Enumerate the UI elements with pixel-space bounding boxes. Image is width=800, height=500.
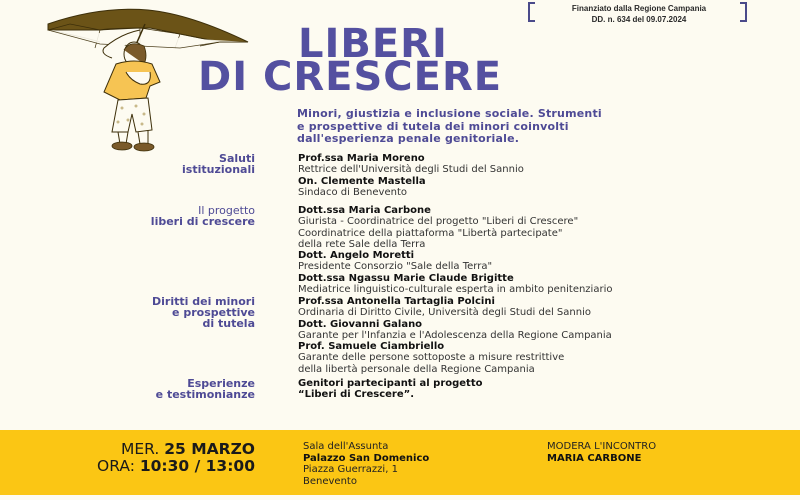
title-line-1: LIBERI — [298, 21, 448, 67]
event-venue — [303, 441, 429, 487]
section-label-line: liberi di crescere — [150, 215, 255, 228]
speaker-name: Prof.ssa Antonella Tartaglia Polcini — [298, 296, 495, 307]
funding-note — [529, 3, 749, 25]
section-label-line: di tutela — [202, 317, 255, 330]
event-date — [97, 441, 255, 458]
section-label-line: e prospettive — [172, 306, 255, 319]
title-line-2: DI CRESCERE — [198, 54, 503, 100]
funding-line-2: DD. n. 634 del 09.07.2024 — [591, 15, 687, 24]
speaker-role: Coordinatrice della piattaforma "Libertà partecipate" — [298, 227, 563, 239]
speaker-role: della rete Sale della Terra — [298, 238, 426, 250]
funding-line-1: Finanziato dalla Regione Campania — [571, 4, 707, 13]
speaker-role: Presidente Consorzio "Sale della Terra" — [298, 261, 493, 273]
speaker-role: della libertà personale della Regione Campania — [298, 363, 535, 375]
section-label — [152, 296, 255, 329]
section-label — [156, 378, 255, 400]
day-prefix: MER. — [121, 440, 160, 458]
venue-room: Sala dell'Assunta — [303, 441, 389, 452]
speaker-name: Prof.ssa Maria Moreno — [298, 153, 425, 164]
speaker-name: “Liberi di Crescere”. — [298, 389, 415, 401]
speaker-role: Garante delle persone sottoposte a misure restrittive — [298, 352, 565, 364]
speaker-name: Prof. Samuele Ciambriello — [298, 341, 445, 353]
speaker-role: Garante per l'Infanzia e l'Adolescenza della Regione Campania — [298, 329, 612, 341]
event-date-time — [97, 441, 255, 475]
speaker-name: Dott. Giovanni Galano — [298, 318, 423, 330]
speaker-role: Rettrice dell'Università degli Studi del Sannio — [298, 164, 524, 176]
speaker-list — [298, 378, 483, 401]
speaker-list — [298, 153, 524, 198]
event-subtitle — [297, 108, 717, 146]
venue-address: Piazza Guerrazzi, 1 — [303, 464, 398, 475]
time-prefix: ORA: — [97, 457, 135, 475]
speaker-role: Sindaco di Benevento — [298, 186, 407, 198]
speaker-role: Ordinaria di Diritto Civile, Università degli Studi del Sannio — [298, 307, 591, 319]
moderator-label: MODERA L'INCONTRO — [547, 441, 657, 452]
section-label — [151, 205, 255, 227]
speaker-name: Genitori partecipanti al progetto — [298, 378, 483, 389]
subtitle-line-1: Minori, giustizia e inclusione sociale. Strumenti — [297, 107, 602, 120]
venue-city: Benevento — [303, 475, 357, 487]
section-label-line: Saluti — [219, 152, 255, 165]
section-label-line: Esperienze — [187, 377, 255, 390]
speaker-name: Dott. Angelo Moretti — [298, 250, 415, 262]
section-label-line: e testimonianze — [155, 388, 255, 401]
subtitle-line-3: dall'esperienza penale genitoriale. — [297, 132, 520, 145]
section-label-line: Il progetto — [198, 204, 255, 217]
event-title — [198, 21, 503, 100]
moderator-info — [547, 441, 656, 464]
speaker-list — [298, 296, 612, 375]
speaker-role: Giurista - Coordinatrice del progetto "Liberi di Crescere" — [298, 216, 579, 228]
venue-building: Palazzo San Domenico — [303, 452, 430, 464]
speaker-role: Mediatrice linguistico-culturale esperta in ambito penitenziario — [298, 284, 613, 296]
speaker-name: On. Clemente Mastella — [298, 175, 426, 187]
section-label — [182, 153, 255, 175]
right-bracket-icon — [740, 2, 747, 22]
section-label-line: Diritti dei minori — [152, 295, 255, 308]
speaker-name: Dott.ssa Maria Carbone — [298, 205, 431, 216]
moderator-name: MARIA CARBONE — [547, 452, 642, 464]
event-info-footer — [0, 430, 800, 495]
speaker-name: Dott.ssa Ngassu Marie Claude Brigitte — [298, 272, 514, 284]
date-value: 25 MARZO — [164, 440, 255, 458]
subtitle-line-2: e prospettive di tutela dei minori coinvolti — [297, 119, 569, 133]
speaker-list — [298, 205, 612, 295]
event-time — [97, 458, 255, 475]
time-value: 10:30 / 13:00 — [139, 457, 255, 475]
section-label-line: istituzionali — [182, 163, 255, 176]
